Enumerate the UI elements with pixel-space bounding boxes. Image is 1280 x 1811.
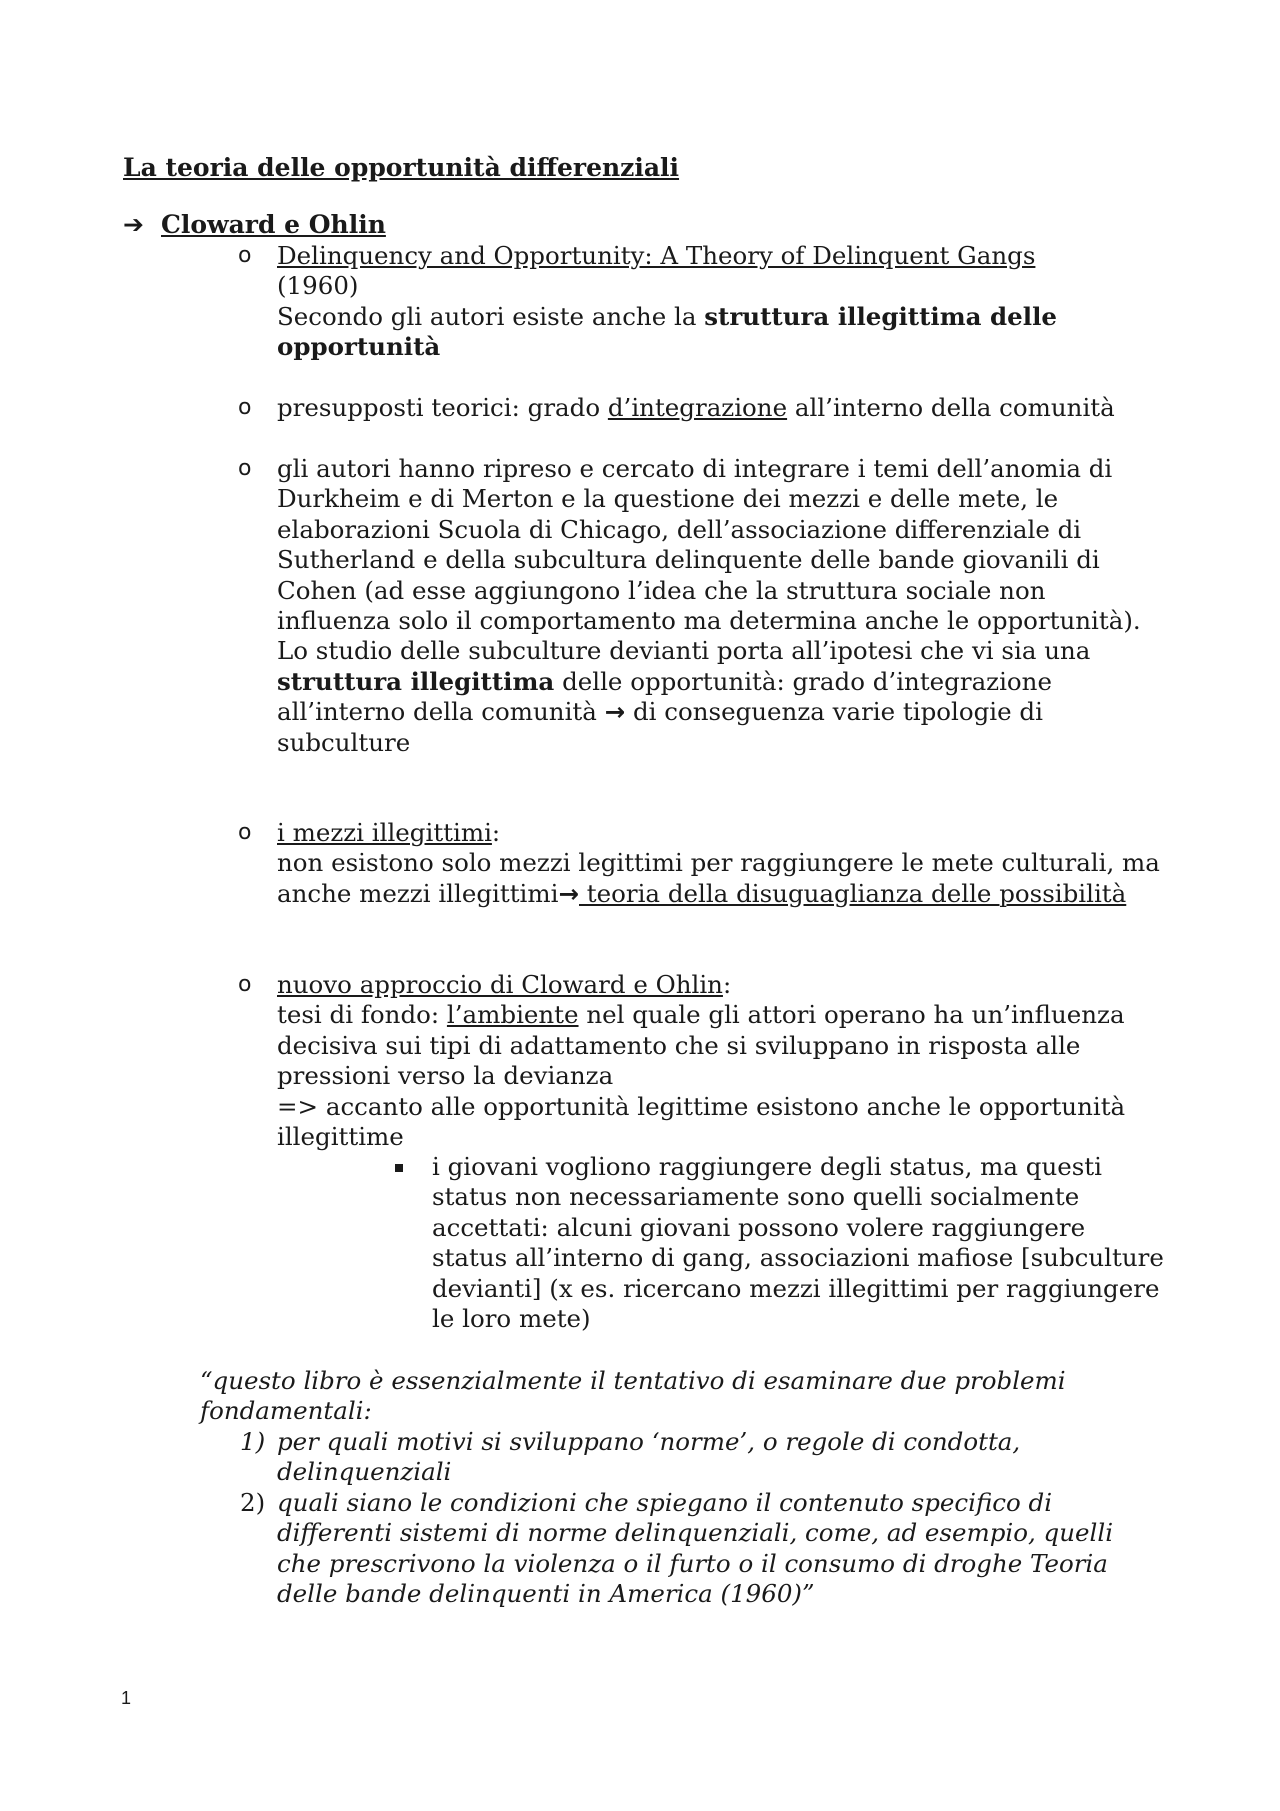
item1-text: Secondo gli autori esiste anche la (277, 301, 705, 331)
circle-bullet-icon: o (238, 456, 252, 481)
list-item-book (240, 241, 1160, 363)
item2-text-post: all’interno della comunità (787, 393, 1115, 422)
item5-arrow-line: => accanto alle opportunità legittime esistono anche le opportunità illegittime (277, 1091, 1126, 1152)
arrow-bullet-icon: ➔ (123, 210, 144, 239)
page-number: 1 (121, 1688, 132, 1708)
square-bullet-icon (395, 1164, 403, 1172)
quote-item-text: per quali motivi si sviluppano ‘norme’, o regole di condotta, delinquenziali (277, 1427, 1021, 1487)
quote-list-item (240, 1427, 1160, 1488)
item4-heading: i mezzi illegittimi (277, 818, 492, 847)
sub-list-item (395, 1152, 1165, 1334)
item3-para2-pre: Lo studio delle subculture devianti porta all’ipotesi che vi sia una (277, 636, 1091, 666)
item5-thesis-post: nel quale gli attori operano ha un’influenza decisiva sui tipi di adattamento che si sviluppano in risposta alle pressioni verso la devianza (277, 1000, 1125, 1091)
circle-bullet-icon: o (238, 243, 252, 268)
quote-intro: “questo libro è essenzialmente il tentativo di esaminare due problemi fondamentali: (200, 1366, 1066, 1426)
item5-thesis-pre: tesi di fondo: (277, 1000, 447, 1030)
sub-item-text: i giovani vogliono raggiungere degli status, ma questi status non necessariamente sono quelli socialmente accettati: alcuni giovani possono volere raggiungere status all’interno di gang, associazioni mafiose [subculture devianti] (x es. ricercano mezzi illegittimi per raggiungere le loro mete) (432, 1152, 1164, 1334)
item4-text: non esistono solo mezzi legittimi per raggiungere le mete culturali, ma anche mezzi illegittimi (277, 848, 1160, 908)
list-item-mezzi (240, 818, 1160, 909)
quote-item-number: 2) (240, 1488, 266, 1517)
circle-bullet-icon: o (238, 820, 252, 845)
arrow-right-icon: → (604, 697, 626, 727)
item1-bold-text: struttura illegittima delle opportunità (277, 301, 1057, 362)
list-item-presupposti (240, 393, 1160, 423)
book-year: (1960) (277, 271, 359, 301)
item3-para2-post: di conseguenza varie tipologie di subculture (277, 697, 1043, 757)
book-title: Delinquency and Opportunity: A Theory of Delinquent Gangs (277, 241, 1036, 270)
item5-thesis-underlined: l’ambiente (446, 1000, 579, 1030)
item3-para2-bold: struttura illegittima (277, 666, 555, 696)
item4-underlined: teoria della disuguaglianza delle possibilità (579, 878, 1127, 908)
item4-colon: : (491, 818, 501, 847)
list-item-approccio (240, 970, 1160, 1152)
circle-bullet-icon: o (238, 395, 252, 420)
item3-para1: gli autori hanno ripreso e cercato di integrare i temi dell’anomia di Durkheim e di Merton e la questione dei mezzi e delle mete, le elaborazioni Scuola di Chicago, dell’associazione differenziale di Sutherland e della subcultura delinquente delle bande giovanili di Cohen (ad esse aggiungono l’idea che la struttura sociale non influenza solo il comportamento ma determina anche le opportunità). (277, 454, 1141, 636)
item2-underlined: d’integrazione (607, 393, 788, 422)
item5-colon: : (722, 970, 732, 999)
arrow-right-icon: → (558, 878, 579, 908)
quote-item-number: 1) (240, 1427, 266, 1456)
item5-heading: nuovo approccio di Cloward e Ohlin (277, 970, 723, 999)
circle-bullet-icon: o (238, 972, 252, 997)
item2-text-pre: presupposti teorici: grado (277, 393, 608, 422)
quote-item-text: quali siano le condizioni che spiegano il contenuto specifico di differenti sistemi di norme delinquenziali, come, ad esempio, quelli che prescrivono la violenza o il furto o il consumo di droghe Teoria delle bande delinquenti in America (1960)” (277, 1488, 1114, 1609)
section-heading-text: Cloward e Ohlin (161, 210, 386, 239)
item3-para2-mid: delle opportunità: grado d’integrazione all’interno della comunità (277, 666, 1052, 727)
page-title: La teoria delle opportunità differenziali (123, 153, 680, 182)
quote-list-item (240, 1488, 1160, 1610)
section-heading (123, 210, 386, 240)
list-item-autori (240, 454, 1160, 758)
